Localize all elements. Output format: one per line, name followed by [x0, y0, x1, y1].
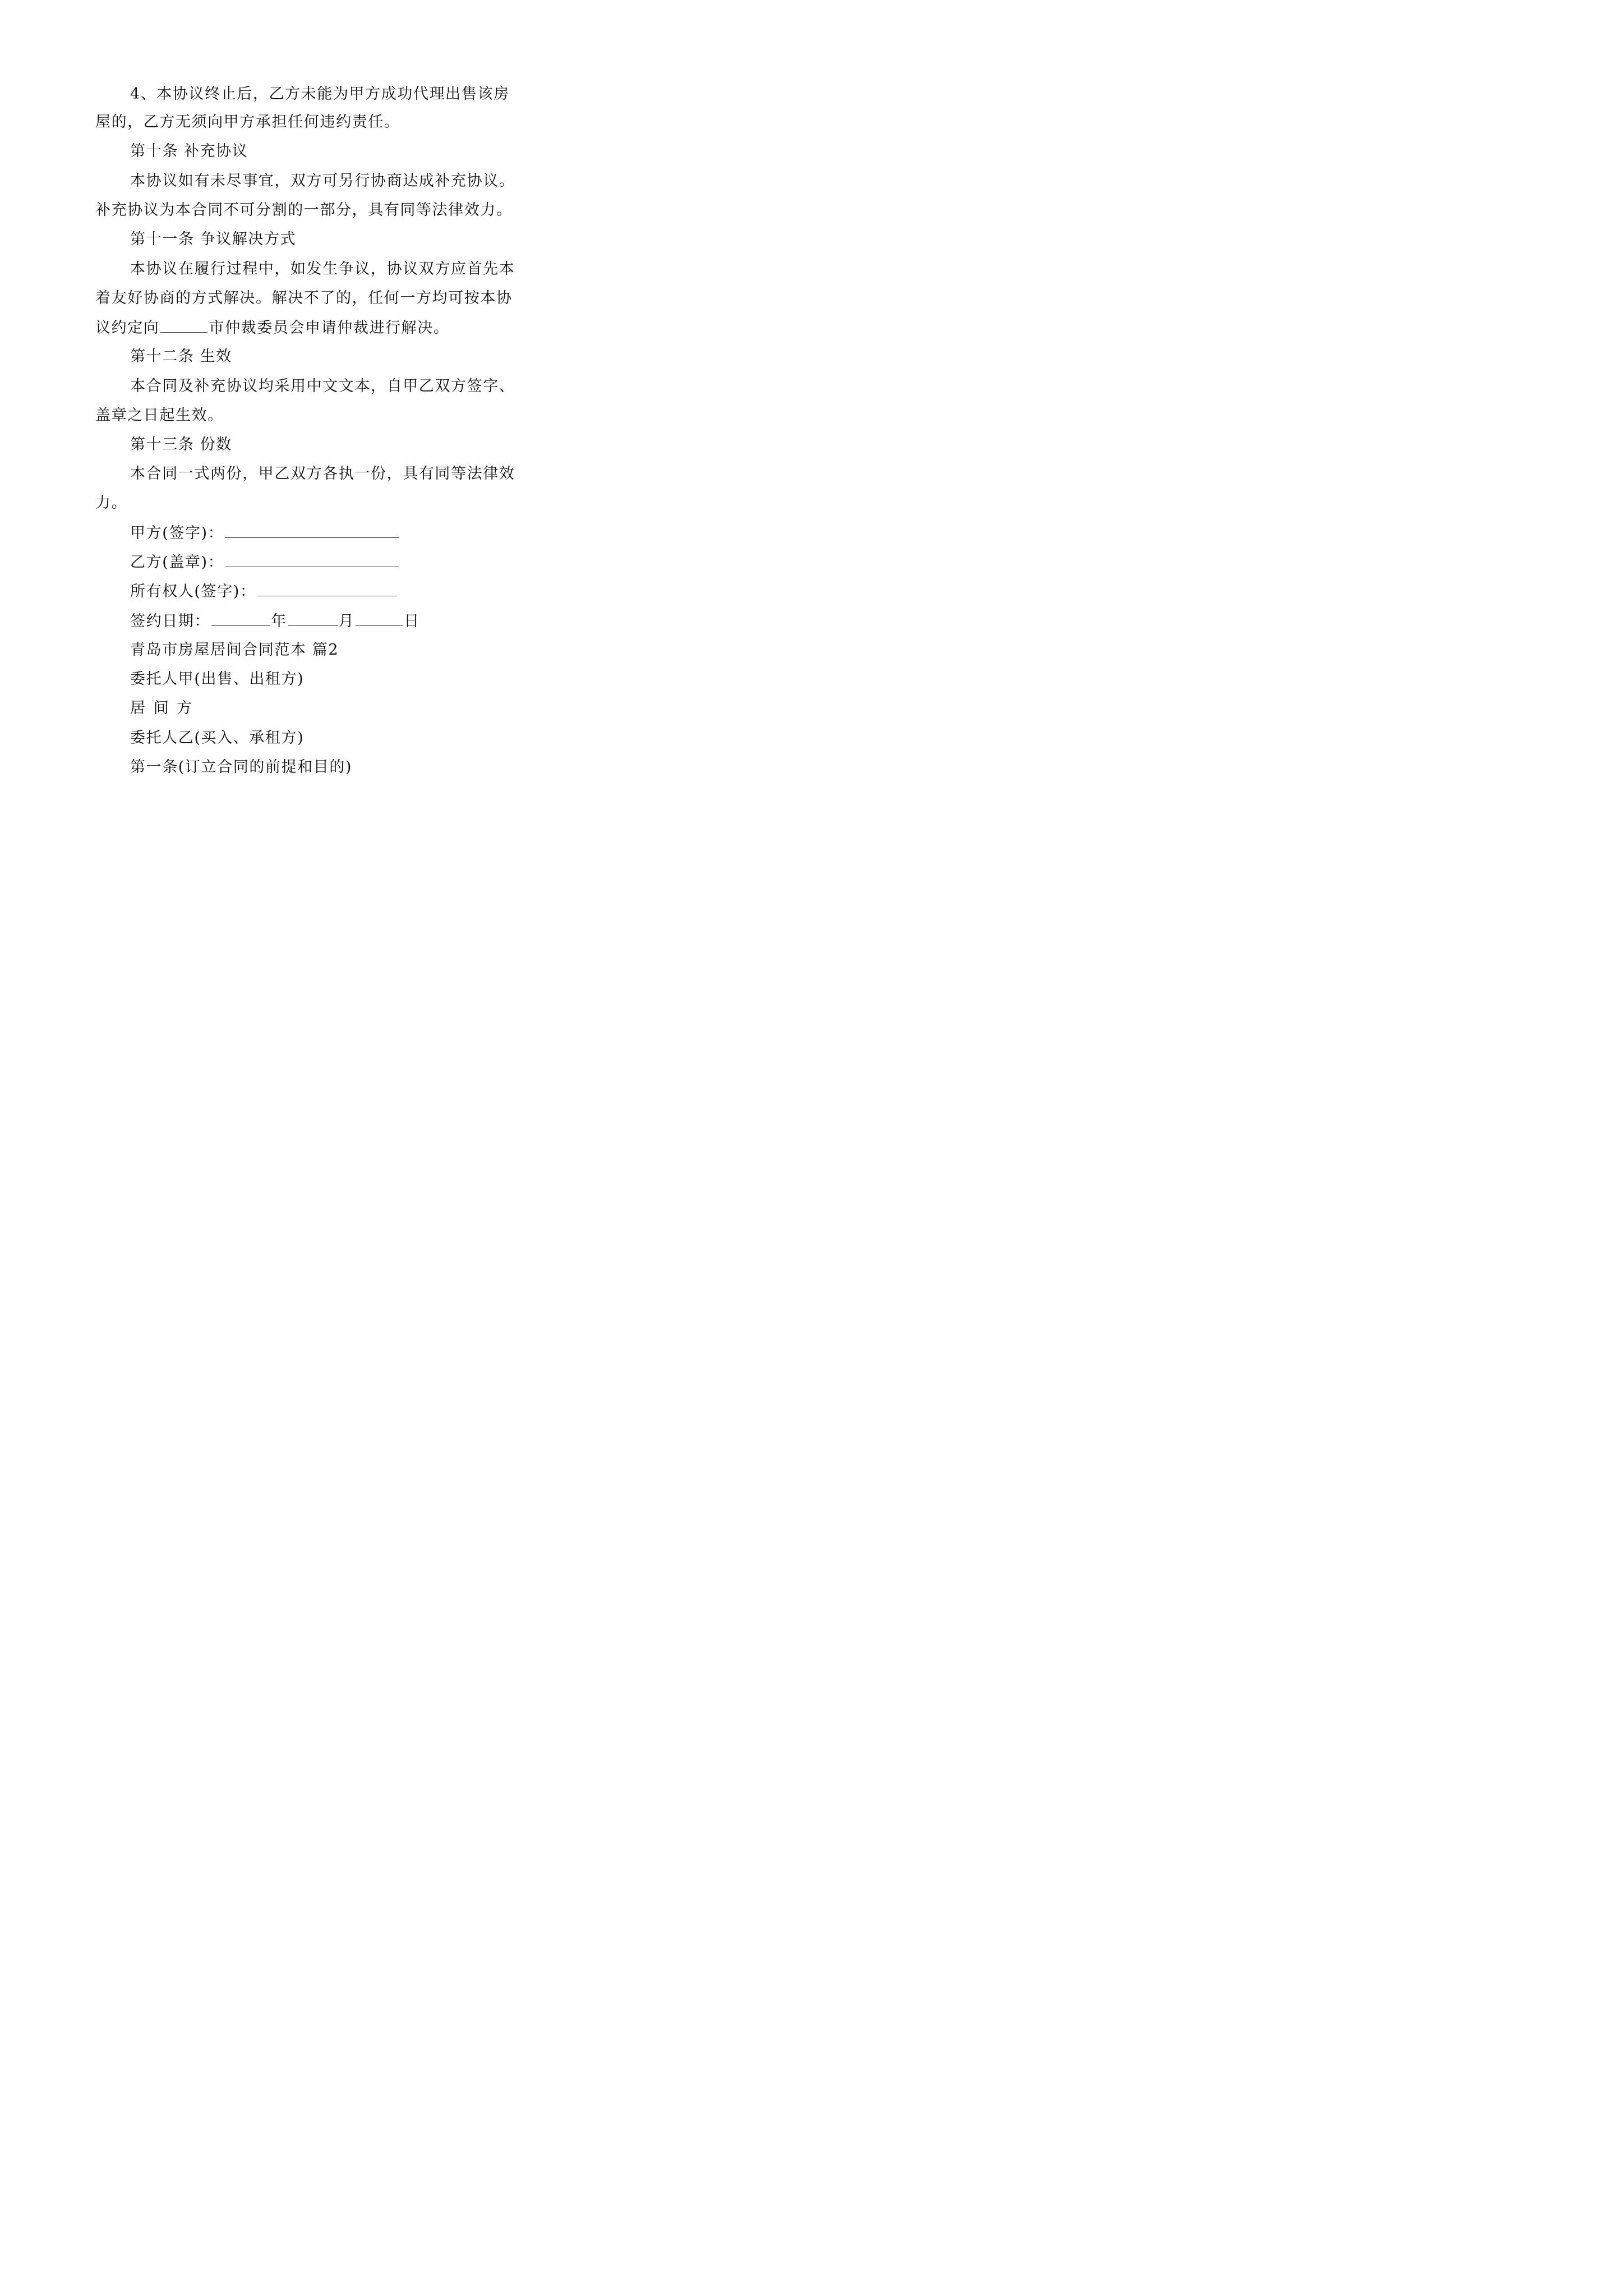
- section-heading: 第一条(订立合同的前提和目的): [130, 758, 353, 776]
- arbitration-text-before: 议约定向: [95, 319, 160, 337]
- section-heading: 第十条 补充协议: [130, 142, 248, 160]
- signing-date-label: 签约日期：: [130, 613, 210, 630]
- party-line: 委托人甲(出售、出租方): [130, 670, 305, 688]
- year-blank: [211, 611, 270, 626]
- paragraph-line: 本合同及补充协议均采用中文文本，自甲乙双方签字、: [130, 378, 515, 395]
- party-line: 委托人乙(买入、承租方): [130, 729, 305, 747]
- paragraph-line: 本合同一式两份，甲乙双方各执一份，具有同等法律效: [130, 465, 515, 482]
- party-b-seal-blank: [225, 552, 399, 567]
- section-heading: 第十一条 争议解决方式: [130, 231, 297, 248]
- month-label: 月: [338, 613, 355, 630]
- party-a-signature-blank: [225, 523, 399, 538]
- signing-date-line: [130, 611, 420, 632]
- city-blank: [160, 318, 208, 333]
- section-heading: 第十三条 份数: [130, 436, 232, 453]
- owner-signature-blank: [257, 581, 397, 596]
- party-a-signature-line: [130, 523, 400, 544]
- year-label: 年: [271, 613, 287, 630]
- paragraph-line: 4、本协议终止后，乙方未能为甲方成功代理出售该房: [130, 85, 510, 103]
- paragraph-line: 屋的，乙方无须向甲方承担任何违约责任。: [95, 113, 400, 131]
- paragraph-line: 力。: [95, 494, 128, 512]
- party-a-label: 甲方(签字)：: [130, 524, 224, 542]
- paragraph-line-arbitration: [95, 318, 449, 338]
- owner-signature-line: [130, 581, 398, 602]
- arbitration-text-after: 市仲裁委员会申请仲裁进行解决。: [209, 319, 450, 337]
- party-b-label: 乙方(盖章)：: [130, 554, 224, 571]
- day-label: 日: [404, 613, 420, 630]
- paragraph-line: 盖章之日起生效。: [95, 407, 224, 424]
- party-line: 居 间 方: [130, 700, 194, 717]
- paragraph-line: 着友好协商的方式解决。解决不了的，任何一方均可按本协: [95, 289, 513, 307]
- party-b-signature-line: [130, 552, 400, 573]
- paragraph-line: 本协议如有未尽事宜，双方可另行协商达成补充协议。: [130, 172, 515, 190]
- month-blank: [288, 611, 338, 626]
- day-blank: [356, 611, 403, 626]
- paragraph-line: 本协议在履行过程中，如发生争议，协议双方应首先本: [130, 260, 515, 278]
- paragraph-line: 补充协议为本合同不可分割的一部分，具有同等法律效力。: [95, 201, 513, 219]
- section-heading: 第十二条 生效: [130, 348, 232, 365]
- contract-title-line: 青岛市房屋居间合同范本 篇2: [130, 641, 339, 659]
- owner-label: 所有权人(签字)：: [130, 583, 256, 600]
- document-page: [0, 0, 617, 873]
